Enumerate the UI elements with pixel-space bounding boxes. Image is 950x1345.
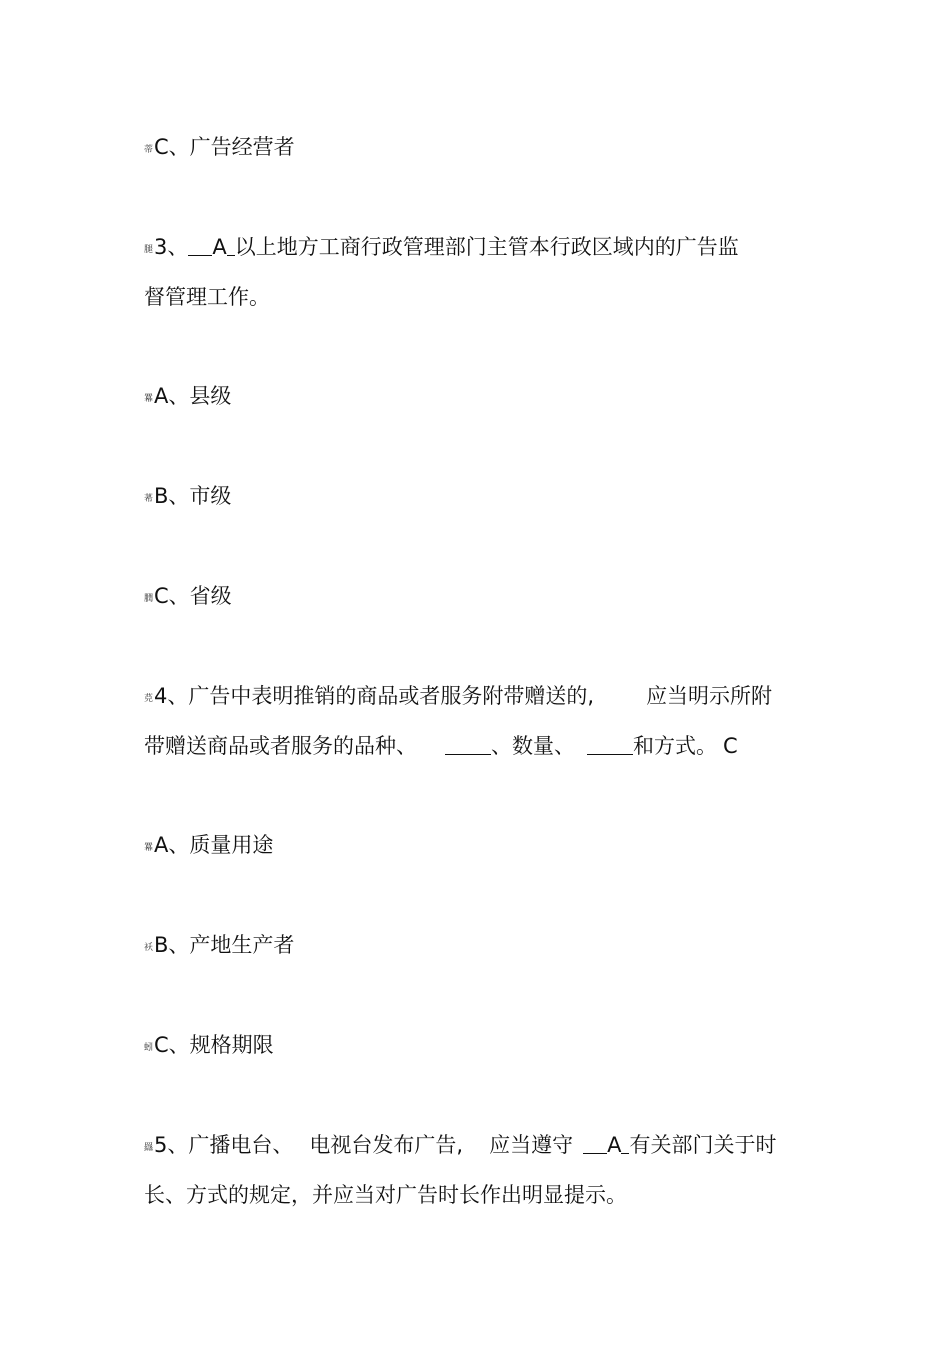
- answer-blank: [445, 734, 491, 755]
- question-4-line-1: [144, 682, 772, 710]
- garbled-marker: 羃: [144, 843, 154, 853]
- question-number: 3、: [154, 235, 189, 259]
- option-text: B、产地生产者: [154, 933, 295, 957]
- question-5-line-2: [144, 1181, 627, 1209]
- question-3-line-2: [144, 283, 270, 311]
- option-line: [144, 931, 294, 959]
- answer-blank-left: [188, 235, 212, 256]
- question-5-line-1: [144, 1131, 776, 1159]
- option-line: [144, 831, 273, 859]
- option-line: [144, 482, 231, 510]
- garbled-marker: 蒂: [144, 145, 154, 155]
- answer-blank-left: [583, 1133, 607, 1154]
- question-text: 应当遵守: [489, 1133, 574, 1157]
- garbled-marker: 莌: [144, 694, 154, 704]
- answer-blank: [587, 734, 633, 755]
- option-text: C、省级: [154, 584, 232, 608]
- question-text: 督管理工作。: [144, 285, 270, 309]
- garbled-marker: 袄: [144, 943, 154, 953]
- option-text: C、广告经营者: [154, 135, 295, 159]
- question-text: 带赠送商品或者服务的品种、: [144, 734, 417, 758]
- question-text: 长、方式的规定，并应当对广告时长作出明显提示。: [144, 1183, 627, 1207]
- question-text: 、数量、: [491, 734, 575, 758]
- option-text: C、规格期限: [154, 1033, 274, 1057]
- answer-letter: C: [723, 734, 738, 758]
- garbled-marker: 莃: [144, 494, 154, 504]
- question-4-line-2: [144, 732, 738, 760]
- question-text: 有关部门关于时: [629, 1133, 777, 1157]
- option-line: [144, 1031, 274, 1059]
- question-text: 以上地方工商行政管理部门主管本行政区域内的广告监: [234, 235, 739, 259]
- garbled-marker: 蚓: [144, 1043, 154, 1053]
- answer-letter: A: [607, 1133, 622, 1157]
- garbled-marker: 腿: [144, 245, 154, 255]
- garbled-marker: 膶: [144, 594, 154, 604]
- option-text: B、市级: [154, 484, 232, 508]
- option-text: A、质量用途: [154, 833, 274, 857]
- question-text: 和方式。: [633, 734, 717, 758]
- option-line: [144, 582, 232, 610]
- option-line: [144, 382, 231, 410]
- option-text: A、县级: [154, 384, 232, 408]
- question-text: 4、广告中表明推销的商品或者服务附带赠送的,: [154, 684, 595, 708]
- option-line: [144, 133, 295, 161]
- question-text: 应当明示所附: [646, 684, 773, 708]
- garbled-marker: 羉: [144, 1143, 154, 1153]
- answer-letter: A: [212, 235, 227, 259]
- question-text: 5、广播电台、: [154, 1133, 294, 1157]
- garbled-marker: 羃: [144, 394, 154, 404]
- question-text: 电视台发布广告,: [309, 1133, 464, 1157]
- question-3-line-1: [144, 233, 739, 261]
- answer-blank-right: [227, 235, 235, 256]
